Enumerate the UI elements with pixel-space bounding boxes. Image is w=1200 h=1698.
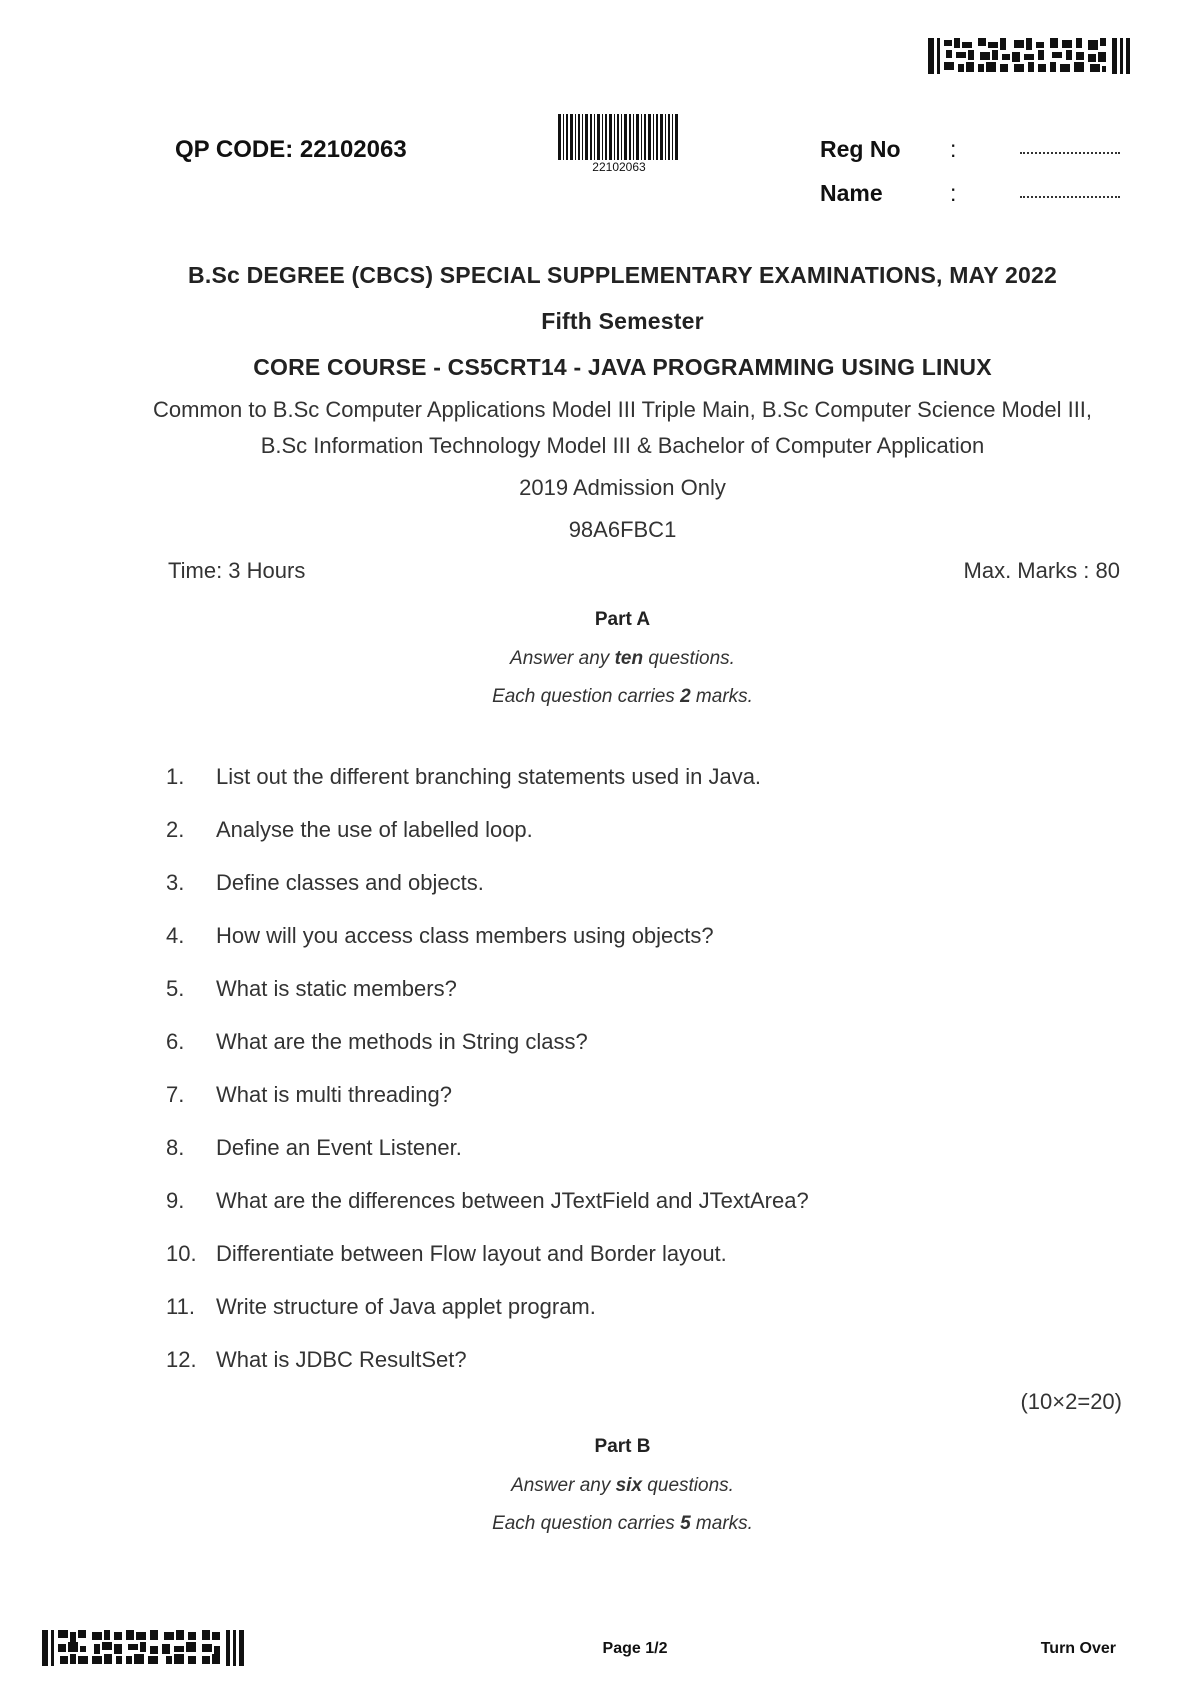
bottom-left-barcode [42, 1630, 246, 1666]
question-number: 4. [166, 923, 185, 948]
question-text: List out the different branching statements used in Java. [216, 764, 762, 789]
question-number: 6. [166, 1029, 185, 1054]
question-item [166, 1188, 1066, 1241]
part-a-instruction-2: Each question carries 2 marks. [492, 686, 753, 707]
question-item [166, 817, 1066, 870]
time-duration: Time: 3 Hours [168, 558, 306, 583]
question-number: 8. [166, 1135, 185, 1160]
center-barcode [558, 114, 680, 160]
question-number: 11. [166, 1294, 195, 1319]
question-number: 12. [166, 1347, 197, 1372]
question-item [166, 764, 1066, 817]
question-text: Write structure of Java applet program. [216, 1294, 596, 1319]
question-text: Define classes and objects. [216, 870, 484, 895]
question-item [166, 1029, 1066, 1082]
question-number: 9. [166, 1188, 185, 1213]
question-number: 2. [166, 817, 185, 842]
question-number: 5. [166, 976, 185, 1001]
part-a-heading: Part A [594, 609, 651, 630]
course-title: CORE COURSE - CS5CRT14 - JAVA PROGRAMMING USING LINUX [253, 354, 992, 380]
qp-code: QP CODE: 22102063 [175, 136, 407, 163]
question-item [166, 923, 1066, 976]
question-text: What is static members? [216, 976, 457, 1001]
question-number: 7. [166, 1082, 185, 1107]
name-colon: : [950, 180, 957, 206]
question-number: 1. [166, 764, 185, 789]
reg-no-field[interactable] [1020, 138, 1120, 154]
common-line-1: Common to B.Sc Computer Applications Model III Triple Main, B.Sc Computer Science Model III, [152, 397, 1093, 422]
question-item [166, 1241, 1066, 1294]
question-item [166, 1347, 1066, 1400]
question-item [166, 1135, 1066, 1188]
question-text: What are the differences between JTextField and JTextArea? [216, 1188, 809, 1213]
part-b-heading: Part B [594, 1436, 651, 1457]
question-text: What is JDBC ResultSet? [216, 1347, 467, 1372]
question-text: What are the methods in String class? [216, 1029, 588, 1054]
name-field[interactable] [1020, 182, 1120, 198]
turn-over-label: Turn Over [1040, 1640, 1116, 1657]
semester: Fifth Semester [541, 308, 704, 334]
question-item [166, 1082, 1066, 1135]
barcode-number: 22102063 [592, 160, 646, 174]
question-list [166, 764, 1066, 1400]
admission: 2019 Admission Only [519, 475, 726, 500]
reg-no-label: Reg No [820, 136, 901, 162]
question-item [166, 870, 1066, 923]
part-b-instruction-1: Answer any six questions. [511, 1475, 734, 1496]
question-item [166, 1294, 1066, 1347]
max-marks: Max. Marks : 80 [963, 558, 1120, 583]
question-number: 10. [166, 1241, 197, 1266]
part-a-instruction-1: Answer any ten questions. [510, 648, 735, 669]
page-number: Page 1/2 [602, 1640, 668, 1657]
paper-code: 98A6FBC1 [568, 517, 677, 542]
exam-title: B.Sc DEGREE (CBCS) SPECIAL SUPPLEMENTARY EXAMINATIONS, MAY 2022 [188, 262, 1057, 288]
common-line-2: B.Sc Information Technology Model III & Bachelor of Computer Application [260, 433, 985, 458]
question-item [166, 976, 1066, 1029]
question-number: 3. [166, 870, 185, 895]
question-text: What is multi threading? [216, 1082, 452, 1107]
question-text: Differentiate between Flow layout and Border layout. [216, 1241, 727, 1266]
reg-no-colon: : [950, 136, 957, 162]
part-b-instruction-2: Each question carries 5 marks. [492, 1513, 753, 1534]
question-text: Define an Event Listener. [216, 1135, 462, 1160]
name-label: Name [820, 180, 883, 206]
question-text: Analyse the use of labelled loop. [216, 817, 533, 842]
part-a-marks: (10×2=20) [1020, 1389, 1122, 1414]
top-right-barcode [928, 38, 1132, 74]
question-text: How will you access class members using objects? [216, 923, 714, 948]
